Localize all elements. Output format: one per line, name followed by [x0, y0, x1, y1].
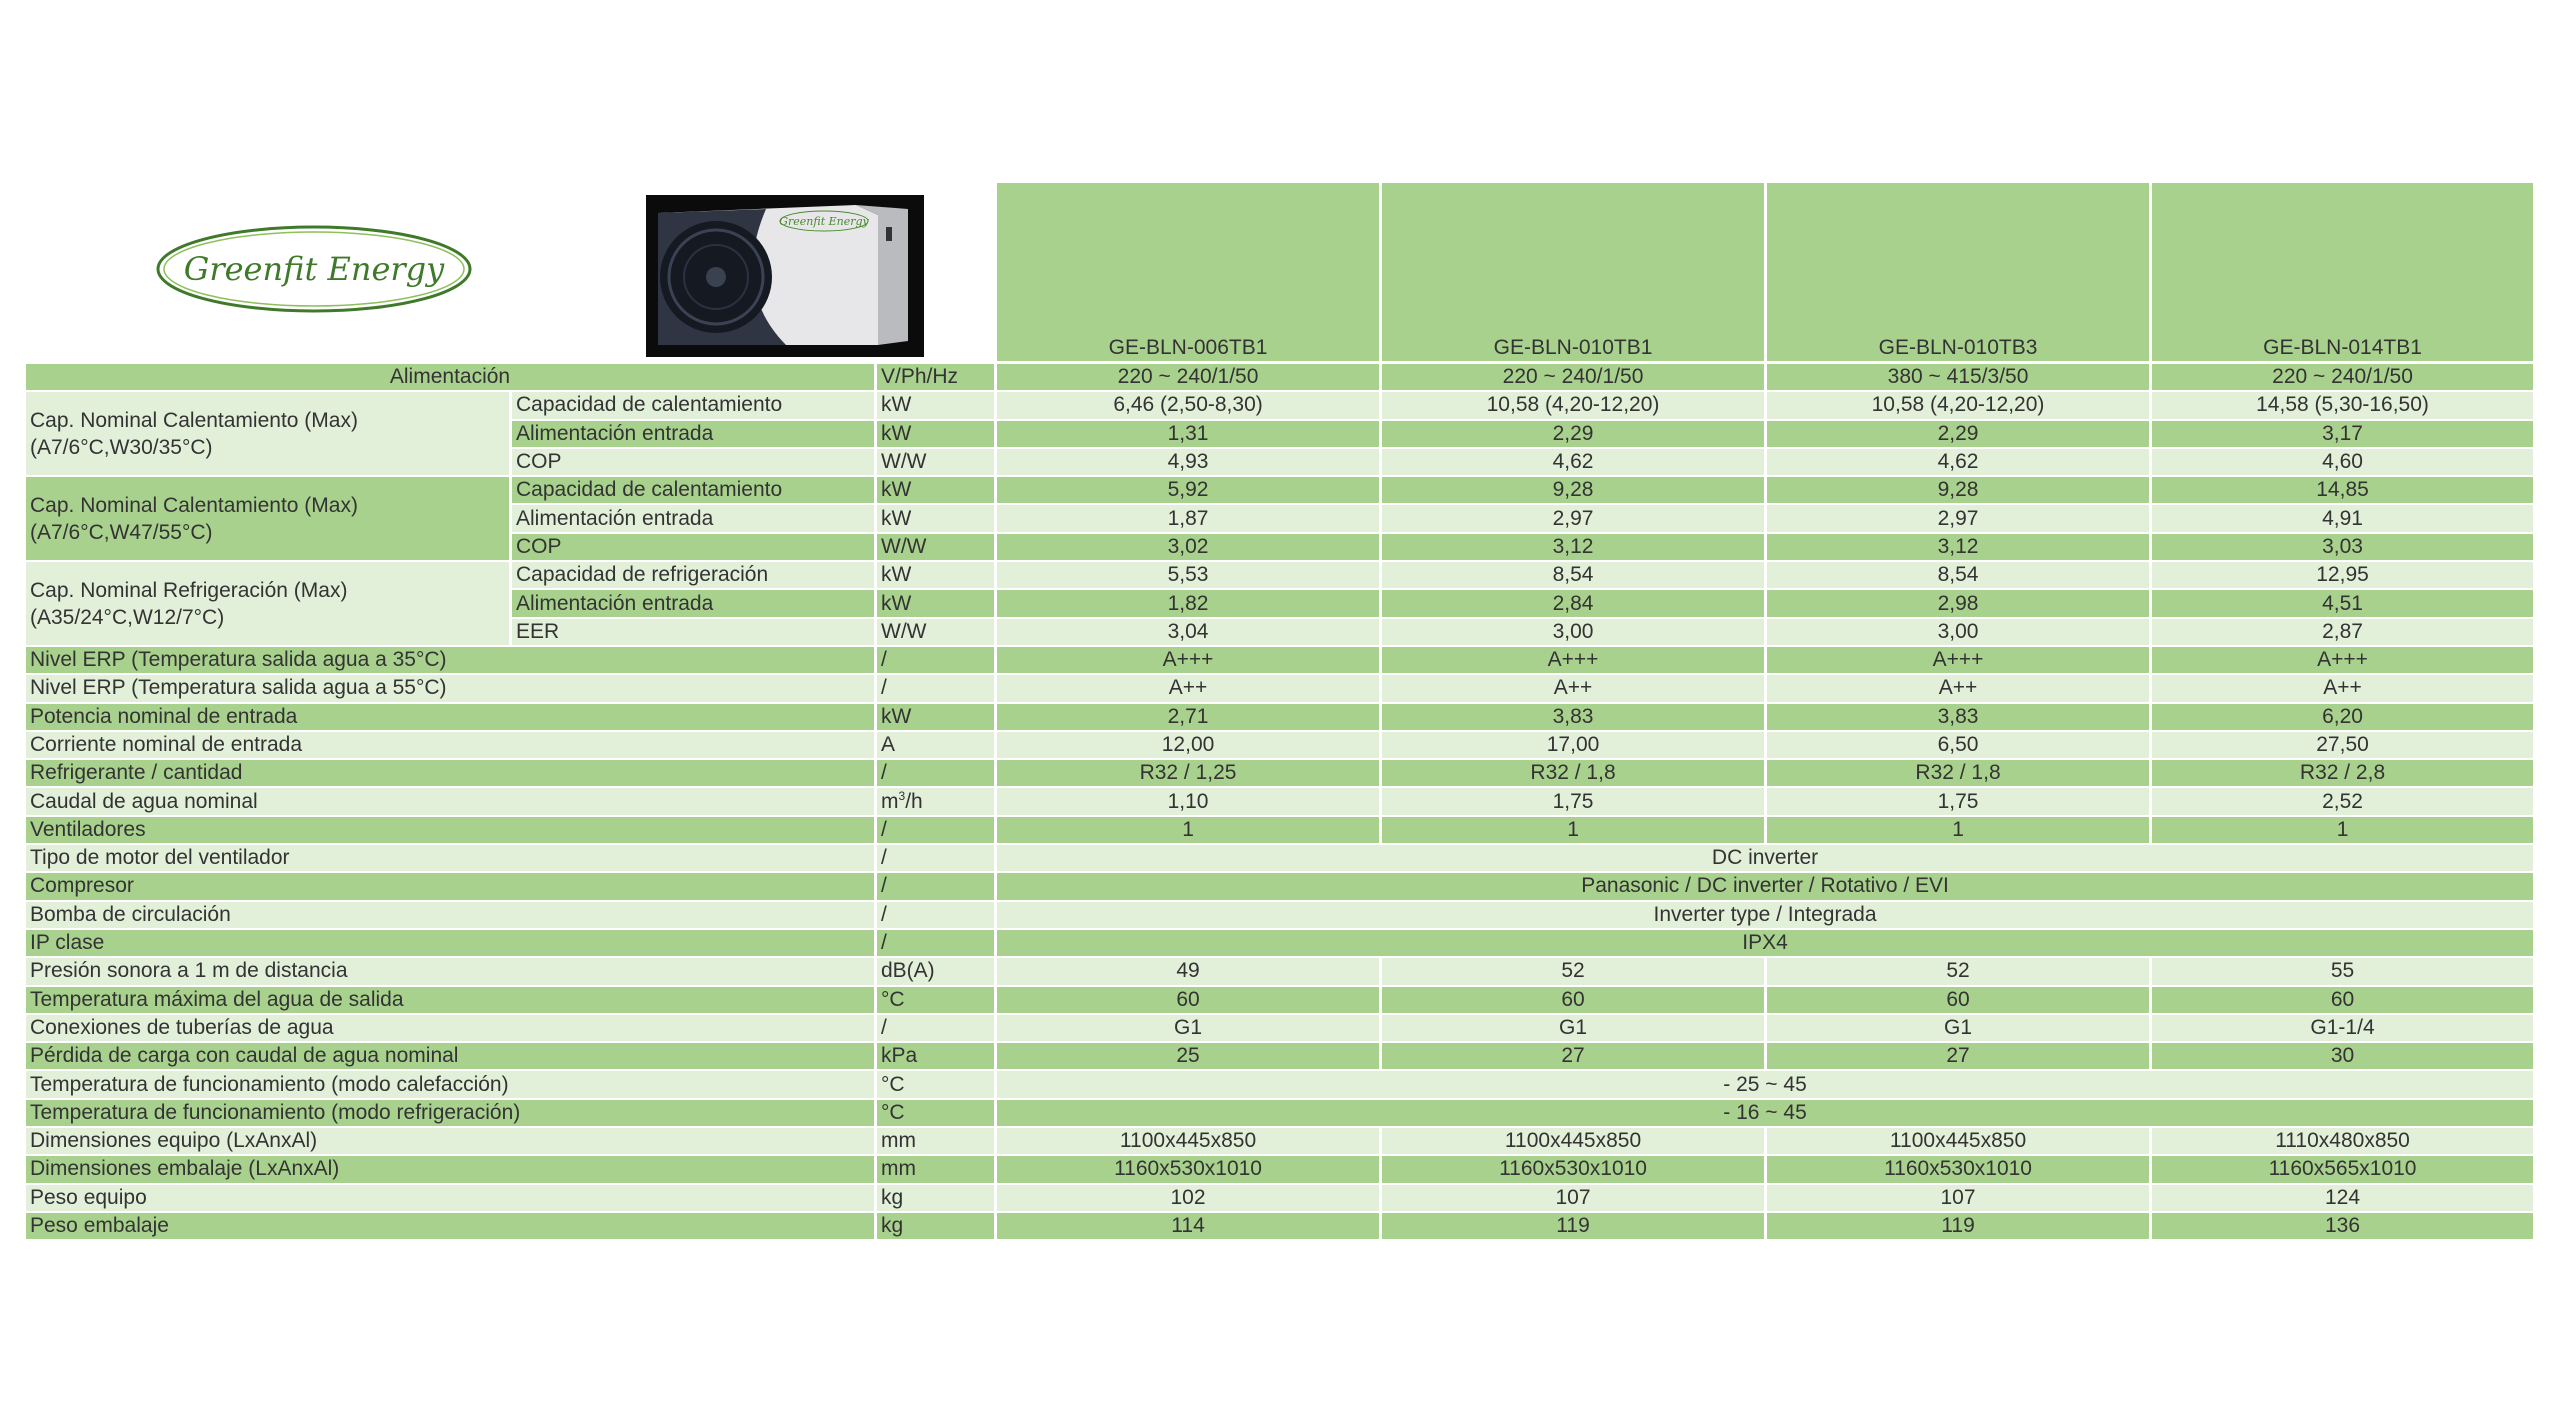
table-row: [26, 1100, 2536, 1128]
row-value: 12,95: [2152, 562, 2536, 590]
row-unit: °C: [877, 1100, 997, 1128]
row-value: 60: [1382, 987, 1767, 1015]
row-label: Dimensiones embalaje (LxAnxAl): [26, 1156, 877, 1184]
row-value: 220 ~ 240/1/50: [1382, 364, 1767, 392]
row-value: 1: [1382, 817, 1767, 845]
row-value: 3,03: [2152, 534, 2536, 562]
row-label: Temperatura de funcionamiento (modo refrigeración): [26, 1100, 877, 1128]
row-value: 124: [2152, 1185, 2536, 1213]
row-unit: kW: [877, 704, 997, 732]
row-unit: °C: [877, 987, 997, 1015]
row-merged-value: Panasonic / DC inverter / Rotativo / EVI: [997, 873, 2536, 901]
row-value: 2,71: [997, 704, 1382, 732]
row-value: 9,28: [1382, 477, 1767, 505]
row-unit: /: [877, 675, 997, 703]
row-value: 3,17: [2152, 421, 2536, 449]
row-value: G1: [1767, 1015, 2152, 1043]
row-unit: kW: [877, 421, 997, 449]
row-value: A++: [1382, 675, 1767, 703]
row-value: A+++: [2152, 647, 2536, 675]
row-value: 1,31: [997, 421, 1382, 449]
row-label: Nivel ERP (Temperatura salida agua a 55°C): [26, 675, 877, 703]
row-merged-value: Inverter type / Integrada: [997, 902, 2536, 930]
row-value: 2,97: [1767, 505, 2152, 533]
row-unit: kPa: [877, 1043, 997, 1071]
group-label: Cap. Nominal Calentamiento (Max) (A7/6°C,W30/35°C): [26, 392, 512, 477]
row-value: 1100x445x850: [1767, 1128, 2152, 1156]
row-value: 2,97: [1382, 505, 1767, 533]
sub-row-label: Alimentación entrada: [512, 590, 877, 618]
row-value: 1,75: [1382, 788, 1767, 816]
row-unit: kW: [877, 392, 997, 420]
sub-row-label: COP: [512, 534, 877, 562]
group-label: Cap. Nominal Calentamiento (Max) (A7/6°C,W47/55°C): [26, 477, 512, 562]
row-unit: kg: [877, 1185, 997, 1213]
row-value: 3,02: [997, 534, 1382, 562]
row-value: 2,29: [1767, 421, 2152, 449]
row-value: 4,93: [997, 449, 1382, 477]
row-value: 55: [2152, 958, 2536, 986]
row-value: 1160x565x1010: [2152, 1156, 2536, 1184]
row-unit: /: [877, 760, 997, 788]
row-unit: W/W: [877, 534, 997, 562]
row-unit: kg: [877, 1213, 997, 1241]
row-value: 1: [1767, 817, 2152, 845]
row-value: 1,87: [997, 505, 1382, 533]
table-row: [26, 845, 2536, 873]
row-value: 1: [997, 817, 1382, 845]
row-value: 4,62: [1382, 449, 1767, 477]
row-value: 1100x445x850: [997, 1128, 1382, 1156]
row-value: 27: [1767, 1043, 2152, 1071]
row-value: 3,12: [1767, 534, 2152, 562]
row-unit: °C: [877, 1071, 997, 1099]
row-unit: /: [877, 845, 997, 873]
row-label: Tipo de motor del ventilador: [26, 845, 877, 873]
sub-row-label: Capacidad de calentamiento: [512, 392, 877, 420]
row-label: Potencia nominal de entrada: [26, 704, 877, 732]
header-blank: [26, 183, 997, 364]
row-value: 4,91: [2152, 505, 2536, 533]
row-label: Corriente nominal de entrada: [26, 732, 877, 760]
row-value: 114: [997, 1213, 1382, 1241]
row-unit: kW: [877, 590, 997, 618]
row-label: Temperatura de funcionamiento (modo calefacción): [26, 1071, 877, 1099]
row-unit: mm: [877, 1156, 997, 1184]
row-value: 5,53: [997, 562, 1382, 590]
row-unit: /: [877, 902, 997, 930]
row-unit: V/Ph/Hz: [877, 364, 997, 392]
model-name-1: GE-BLN-006TB1: [997, 183, 1382, 364]
row-value: 2,29: [1382, 421, 1767, 449]
row-unit: kW: [877, 562, 997, 590]
row-value: 1110x480x850: [2152, 1128, 2536, 1156]
table-row: [26, 647, 2536, 675]
row-unit: /: [877, 1015, 997, 1043]
row-value: 119: [1382, 1213, 1767, 1241]
model-header-row: [26, 183, 2536, 364]
row-label: Dimensiones equipo (LxAnxAl): [26, 1128, 877, 1156]
logo-text: Greenfit Energy: [183, 250, 445, 288]
row-value: 2,52: [2152, 788, 2536, 816]
row-value: A+++: [1767, 647, 2152, 675]
row-unit: dB(A): [877, 958, 997, 986]
row-unit: W/W: [877, 449, 997, 477]
row-value: 107: [1382, 1185, 1767, 1213]
row-value: 119: [1767, 1213, 2152, 1241]
sub-row-label: Capacidad de refrigeración: [512, 562, 877, 590]
table-row: [26, 930, 2536, 958]
table-row: [26, 675, 2536, 703]
row-label: Conexiones de tuberías de agua: [26, 1015, 877, 1043]
row-value: 3,83: [1767, 704, 2152, 732]
row-label: Caudal de agua nominal: [26, 788, 877, 816]
row-value: 8,54: [1382, 562, 1767, 590]
table-row: [26, 760, 2536, 788]
table-row: [26, 902, 2536, 930]
row-value: 12,00: [997, 732, 1382, 760]
row-value: 4,51: [2152, 590, 2536, 618]
row-value: 2,84: [1382, 590, 1767, 618]
row-merged-value: DC inverter: [997, 845, 2536, 873]
row-value: 380 ~ 415/3/50: [1767, 364, 2152, 392]
table-row: [26, 1156, 2536, 1184]
row-value: 3,12: [1382, 534, 1767, 562]
row-label: Presión sonora a 1 m de distancia: [26, 958, 877, 986]
row-unit: A: [877, 732, 997, 760]
row-value: R32 / 1,8: [1382, 760, 1767, 788]
row-value: 107: [1767, 1185, 2152, 1213]
row-label: Peso equipo: [26, 1185, 877, 1213]
row-value: 4,62: [1767, 449, 2152, 477]
table-row: [26, 732, 2536, 760]
row-label: Temperatura máxima del agua de salida: [26, 987, 877, 1015]
row-value: 9,28: [1767, 477, 2152, 505]
row-label: Bomba de circulación: [26, 902, 877, 930]
table-row: [26, 873, 2536, 901]
row-merged-value: IPX4: [997, 930, 2536, 958]
row-value: 4,60: [2152, 449, 2536, 477]
sub-row-label: Alimentación entrada: [512, 421, 877, 449]
row-value: 220 ~ 240/1/50: [2152, 364, 2536, 392]
row-value: R32 / 1,8: [1767, 760, 2152, 788]
row-value: 27: [1382, 1043, 1767, 1071]
sub-row-label: Alimentación entrada: [512, 505, 877, 533]
table-row: [26, 958, 2536, 986]
row-value: G1: [1382, 1015, 1767, 1043]
row-value: 3,83: [1382, 704, 1767, 732]
row-label: Alimentación: [26, 364, 877, 392]
table-row: [26, 788, 2536, 816]
table-row: [26, 1043, 2536, 1071]
row-value: A+++: [1382, 647, 1767, 675]
row-value: 3,00: [1382, 619, 1767, 647]
table-row: [26, 704, 2536, 732]
row-value: G1: [997, 1015, 1382, 1043]
row-label: Pérdida de carga con caudal de agua nominal: [26, 1043, 877, 1071]
row-value: 6,46 (2,50-8,30): [997, 392, 1382, 420]
row-label: Refrigerante / cantidad: [26, 760, 877, 788]
row-value: 60: [997, 987, 1382, 1015]
table-row: [26, 392, 2536, 420]
row-value: A++: [1767, 675, 2152, 703]
row-value: A+++: [997, 647, 1382, 675]
row-value: 2,98: [1767, 590, 2152, 618]
row-value: 17,00: [1382, 732, 1767, 760]
row-value: 14,85: [2152, 477, 2536, 505]
model-name-3: GE-BLN-010TB3: [1767, 183, 2152, 364]
row-unit: kW: [877, 477, 997, 505]
row-value: 1160x530x1010: [1382, 1156, 1767, 1184]
row-value: A++: [997, 675, 1382, 703]
row-value: 1,82: [997, 590, 1382, 618]
row-value: 52: [1382, 958, 1767, 986]
row-value: 1100x445x850: [1382, 1128, 1767, 1156]
row-value: 1,10: [997, 788, 1382, 816]
row-label: IP clase: [26, 930, 877, 958]
row-value: 1: [2152, 817, 2536, 845]
row-value: 1160x530x1010: [997, 1156, 1382, 1184]
model-name-2: GE-BLN-010TB1: [1382, 183, 1767, 364]
row-unit: mm: [877, 1128, 997, 1156]
row-label: Nivel ERP (Temperatura salida agua a 35°C): [26, 647, 877, 675]
row-label: Compresor: [26, 873, 877, 901]
table-row: [26, 987, 2536, 1015]
product-badge: Greenfit Energy: [779, 215, 869, 228]
row-unit: $m^3/h$: [877, 788, 997, 816]
row-value: 220 ~ 240/1/50: [997, 364, 1382, 392]
row-unit: /: [877, 873, 997, 901]
row-value: 6,20: [2152, 704, 2536, 732]
row-value: 3,00: [1767, 619, 2152, 647]
table-row: [26, 1128, 2536, 1156]
row-value: 10,58 (4,20-12,20): [1767, 392, 2152, 420]
spec-table: [26, 183, 2536, 1241]
table-row: [26, 1015, 2536, 1043]
row-unit: kW: [877, 505, 997, 533]
row-value: 25: [997, 1043, 1382, 1071]
row-value: 52: [1767, 958, 2152, 986]
table-row: [26, 1071, 2536, 1099]
table-row: [26, 562, 2536, 590]
row-value: 136: [2152, 1213, 2536, 1241]
row-unit: /: [877, 930, 997, 958]
row-value: 27,50: [2152, 732, 2536, 760]
row-value: 60: [2152, 987, 2536, 1015]
row-value: 30: [2152, 1043, 2536, 1071]
row-value: 49: [997, 958, 1382, 986]
row-value: R32 / 2,8: [2152, 760, 2536, 788]
row-value: 3,04: [997, 619, 1382, 647]
sub-row-label: COP: [512, 449, 877, 477]
row-value: 14,58 (5,30-16,50): [2152, 392, 2536, 420]
row-label: Peso embalaje: [26, 1213, 877, 1241]
table-row: [26, 364, 2536, 392]
sub-row-label: Capacidad de calentamiento: [512, 477, 877, 505]
row-unit: /: [877, 647, 997, 675]
group-label: Cap. Nominal Refrigeración (Max) (A35/24°C,W12/7°C): [26, 562, 512, 647]
row-value: 1,75: [1767, 788, 2152, 816]
model-name-4: GE-BLN-014TB1: [2152, 183, 2536, 364]
row-value: 10,58 (4,20-12,20): [1382, 392, 1767, 420]
row-value: 102: [997, 1185, 1382, 1213]
row-merged-value: - 16 ~ 45: [997, 1100, 2536, 1128]
row-value: G1-1/4: [2152, 1015, 2536, 1043]
row-value: 1160x530x1010: [1767, 1156, 2152, 1184]
row-value: 2,87: [2152, 619, 2536, 647]
row-value: A++: [2152, 675, 2536, 703]
row-merged-value: - 25 ~ 45: [997, 1071, 2536, 1099]
row-unit: W/W: [877, 619, 997, 647]
table-row: [26, 477, 2536, 505]
sub-row-label: EER: [512, 619, 877, 647]
row-value: 8,54: [1767, 562, 2152, 590]
row-value: R32 / 1,25: [997, 760, 1382, 788]
table-row: [26, 1213, 2536, 1241]
row-unit: /: [877, 817, 997, 845]
table-row: [26, 817, 2536, 845]
row-value: 60: [1767, 987, 2152, 1015]
row-label: Ventiladores: [26, 817, 877, 845]
row-value: 6,50: [1767, 732, 2152, 760]
row-value: 5,92: [997, 477, 1382, 505]
table-row: [26, 1185, 2536, 1213]
